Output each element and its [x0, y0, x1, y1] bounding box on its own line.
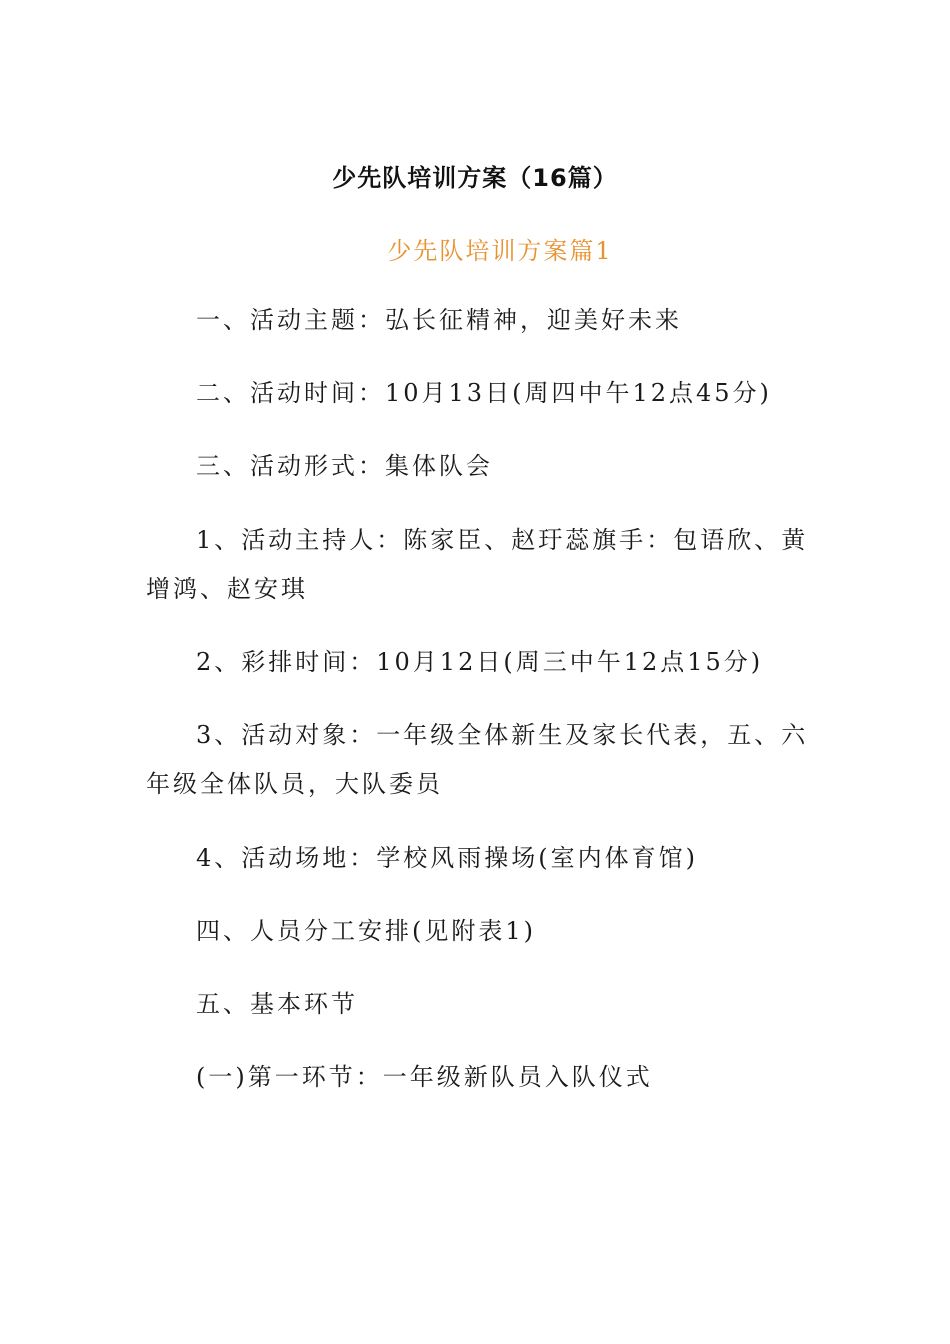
paragraph-staffing: 四、人员分工安排(见附表1)	[196, 917, 536, 945]
paragraph-theme: 一、活动主题：弘长征精神，迎美好未来	[196, 306, 682, 334]
section-subtitle: 少先队培训方案篇1	[387, 237, 613, 265]
paragraph-participants: 3、活动对象：一年级全体新生及家长代表，五、六年级全体队员，大队委员	[146, 721, 809, 798]
paragraph-format: 三、活动形式：集体队会	[196, 452, 493, 480]
paragraph-rehearsal: 2、彩排时间：10月12日(周三中午12点15分)	[196, 648, 764, 676]
paragraph-time: 二、活动时间：10月13日(周四中午12点45分)	[196, 379, 772, 407]
paragraph-hosts: 1、活动主持人：陈家臣、赵玗蕊旗手：包语欣、黄增鸿、赵安琪	[146, 526, 809, 603]
document-title: 少先队培训方案（16篇）	[332, 164, 618, 192]
paragraph-step-one: (一)第一环节：一年级新队员入队仪式	[196, 1063, 653, 1091]
paragraph-basic-steps: 五、基本环节	[196, 990, 358, 1018]
paragraph-venue: 4、活动场地：学校风雨操场(室内体育馆)	[196, 844, 698, 872]
